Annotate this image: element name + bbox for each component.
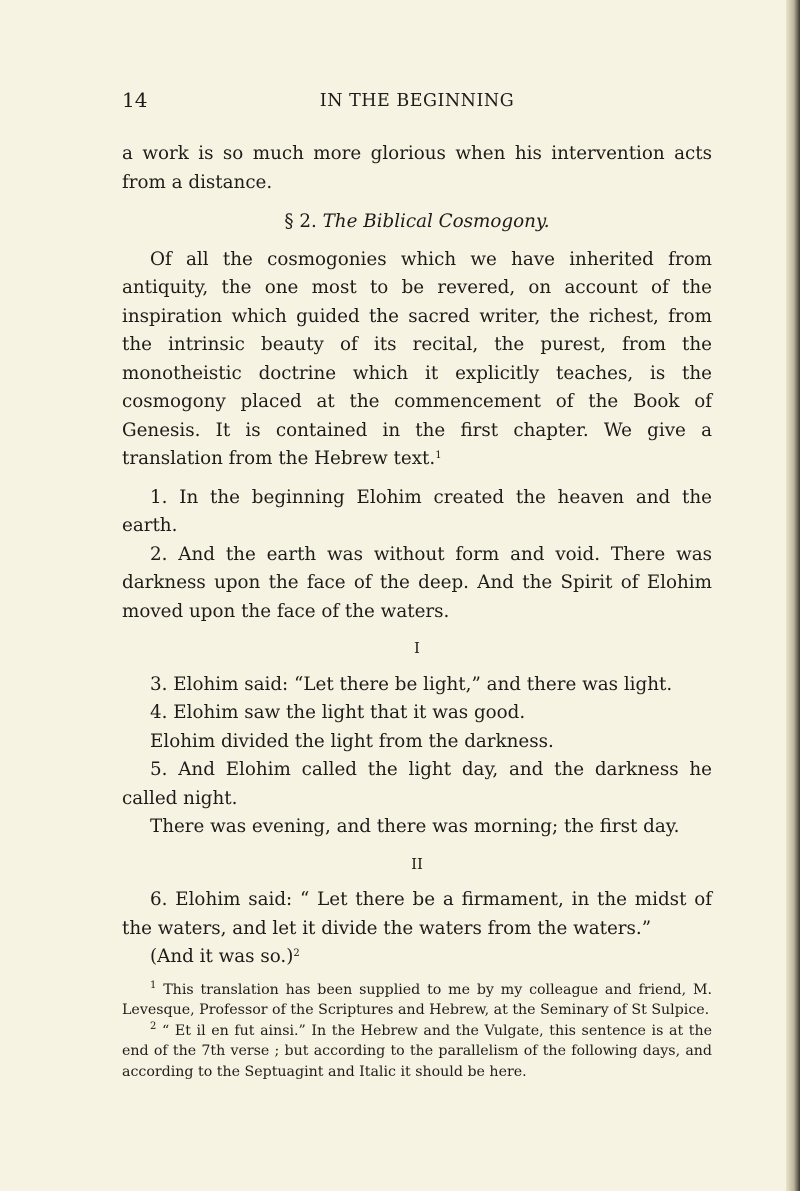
footnote-1-marker: 1 (150, 979, 157, 991)
body-text (122, 140, 712, 972)
page-number: 14 (122, 88, 148, 112)
section-title: The Biblical Cosmogony. (322, 211, 550, 232)
intro-paragraph (122, 246, 712, 474)
footnote-ref-1: 1 (435, 450, 442, 461)
running-title: IN THE BEGINNING (319, 91, 515, 111)
verse-3: 3. Elohim said: “Let there be light,” and there was light. (150, 673, 673, 695)
verse-6-note (122, 943, 712, 972)
verse-1: 1. In the beginning Elohim created the heaven and the earth. (122, 486, 712, 536)
day-one-close: There was evening, and there was morning; the first day. (150, 816, 680, 837)
day-one-heading: I (414, 639, 420, 657)
day-two-heading: II (411, 854, 423, 873)
day-one-verses (122, 671, 712, 842)
footnote-ref-2: 2 (293, 948, 300, 959)
opening-paragraph: a work is so much more glorious when his intervention acts from a distance. (122, 143, 712, 193)
verses-intro (122, 484, 712, 627)
book-page (122, 88, 712, 1082)
footnote-2-text: “ Et il en fut ainsi.” In the Hebrew and the Vulgate, this sentence is at the end of the 7th verse ; but according to the parallelism of the following days, and according to the Septuagint and Italic it should be here. (122, 1022, 712, 1080)
footnotes (122, 980, 712, 1083)
footnote-1 (122, 980, 712, 1021)
verse-5: 5. And Elohim called the light day, and the darkness he called night. (122, 759, 712, 809)
page-header (122, 88, 712, 114)
footnote-2 (122, 1021, 712, 1083)
verse-6-note-text: (And it was so.) (150, 946, 294, 967)
section-heading (122, 208, 712, 237)
day-two-verses (122, 886, 712, 972)
footnote-1-text: This translation has been supplied to me by my colleague and friend, M. Levesque, Professor of the Scriptures and Hebrew, at the Seminary of St Sulpice. (122, 981, 713, 1018)
verse-4-continued: Elohim divided the light from the darkness. (150, 730, 554, 752)
footnote-2-marker: 2 (150, 1020, 157, 1032)
page-edge-shadow (786, 0, 800, 1191)
verse-6: 6. Elohim said: “ Let there be a firmament, in the midst of the waters, and let it divide the waters from the waters.” (122, 889, 712, 939)
verse-4: 4. Elohim saw the light that it was good. (150, 702, 526, 723)
section-number: § 2. (284, 211, 317, 232)
intro-paragraph-text: Of all the cosmogonies which we have inherited from antiquity, the one most to be revered, on account of the inspiration which guided the sacred writer, the richest, from the intrinsic beauty of its recital, the purest, from the monotheistic doctrine which it explicitly teaches, is the cosmogony placed at the commencement of the Book of Genesis. It is contained in the first chapter. We give a translation from the Hebrew text. (122, 248, 712, 469)
verse-2: 2. And the earth was without form and void. There was darkness upon the face of the deep. And the Spirit of Elohim moved upon the face of the waters. (122, 543, 712, 622)
